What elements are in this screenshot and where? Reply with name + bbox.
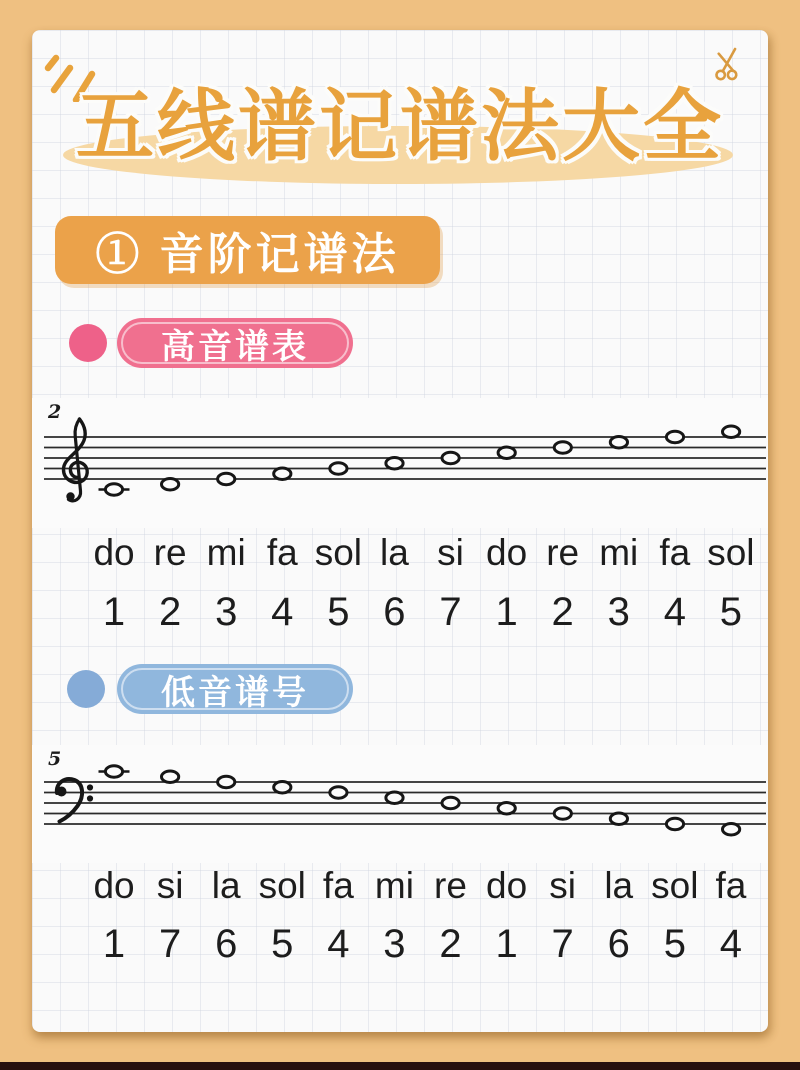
degree-label: 4 (663, 590, 686, 634)
treble-staff (32, 398, 768, 528)
treble-bullet-dot (69, 324, 107, 362)
section-badge (55, 216, 440, 284)
solfege-label: fa (659, 532, 691, 573)
whole-note (442, 797, 459, 808)
solfege-label: sol (314, 532, 362, 573)
treble-clef-stem (69, 419, 81, 501)
solfege-label: mi (599, 532, 639, 573)
solfege-label: do (93, 532, 135, 573)
solfege-label: la (380, 532, 409, 573)
whole-note (610, 813, 627, 824)
treble-category-label: 高音谱表 (161, 327, 309, 366)
solfege-label: fa (715, 865, 747, 906)
degree-label: 3 (607, 590, 630, 634)
degree-label: 5 (271, 922, 294, 966)
degree-label: 3 (215, 590, 238, 634)
degree-label: 5 (663, 922, 686, 966)
solfege-label: sol (707, 532, 755, 573)
degree-label: 4 (719, 922, 743, 966)
degree-label: 4 (271, 590, 294, 634)
whole-note (498, 803, 515, 814)
solfege-label: do (486, 865, 528, 906)
whole-note (105, 766, 122, 777)
bass-degree-row (86, 920, 759, 968)
whole-note (218, 473, 235, 484)
treble-solfege-row (86, 530, 759, 576)
whole-note (162, 479, 179, 490)
solfege-label: la (604, 865, 634, 906)
whole-note (218, 776, 235, 787)
whole-note (105, 484, 122, 495)
solfege-label: sol (651, 865, 699, 906)
measure-number: 5 (48, 748, 62, 770)
bottom-dark-strip (0, 1062, 800, 1070)
solfege-label: mi (374, 865, 414, 906)
treble-clef-icon (64, 419, 88, 501)
degree-label: 1 (495, 922, 518, 966)
solfege-label: si (437, 532, 464, 573)
treble-degree-row (86, 588, 759, 636)
bass-category-pill (117, 664, 353, 714)
solfege-label: do (486, 532, 528, 573)
solfege-label: fa (322, 865, 354, 906)
whole-note (498, 447, 515, 458)
whole-note (274, 782, 291, 793)
degree-label: 3 (383, 922, 406, 966)
degree-label: 1 (495, 590, 518, 634)
bass-staff (32, 745, 768, 863)
whole-note (666, 431, 683, 442)
solfege-label: sol (258, 865, 306, 906)
degree-label: 7 (551, 922, 574, 966)
degree-label: 6 (383, 590, 406, 634)
treble-staff-svg (32, 398, 768, 528)
whole-note (723, 426, 740, 437)
degree-label: 1 (102, 590, 126, 634)
whole-note (386, 792, 403, 803)
degree-label: 4 (327, 922, 350, 966)
treble-clef-dot (66, 492, 74, 500)
degree-label: 6 (607, 922, 630, 966)
whole-note (554, 442, 571, 453)
notebook-card (32, 30, 768, 1032)
whole-note (274, 468, 291, 479)
whole-note (330, 463, 347, 474)
bass-category-label: 低音谱号 (161, 673, 309, 712)
whole-note (610, 437, 627, 448)
whole-note (442, 452, 459, 463)
measure-number: 2 (48, 401, 62, 423)
section-badge-label: ① 音阶记谱法 (95, 230, 400, 279)
bass-clef-upper-dot (87, 784, 93, 790)
bass-clef-curve (57, 779, 82, 821)
solfege-label: fa (266, 532, 298, 573)
solfege-label: mi (206, 532, 246, 573)
bass-bullet-dot (67, 670, 105, 708)
whole-note (386, 458, 403, 469)
solfege-label: si (549, 865, 577, 906)
bass-solfege-row (86, 863, 759, 909)
degree-label: 7 (439, 590, 462, 634)
solfege-label: do (93, 865, 135, 906)
degree-label: 2 (551, 590, 574, 634)
degree-label: 6 (215, 922, 238, 966)
degree-label: 5 (719, 590, 743, 634)
solfege-label: re (434, 865, 467, 906)
solfege-label: re (153, 532, 187, 573)
whole-note (723, 824, 740, 835)
degree-label: 2 (439, 922, 462, 966)
bass-clef-lower-dot (87, 795, 93, 801)
bass-staff-svg (32, 745, 768, 863)
degree-label: 5 (327, 590, 350, 634)
degree-label: 2 (158, 590, 182, 634)
page-title: 五线谱记谱法大全 (75, 82, 724, 170)
solfege-label: la (211, 865, 241, 906)
degree-label: 1 (102, 922, 126, 966)
bass-clef-icon (57, 779, 94, 821)
whole-note (666, 818, 683, 829)
whole-note (554, 808, 571, 819)
treble-category-pill (117, 318, 353, 368)
whole-note (162, 771, 179, 782)
whole-note (330, 787, 347, 798)
solfege-label: re (546, 532, 580, 573)
solfege-label: si (156, 865, 184, 906)
degree-label: 7 (158, 922, 182, 966)
